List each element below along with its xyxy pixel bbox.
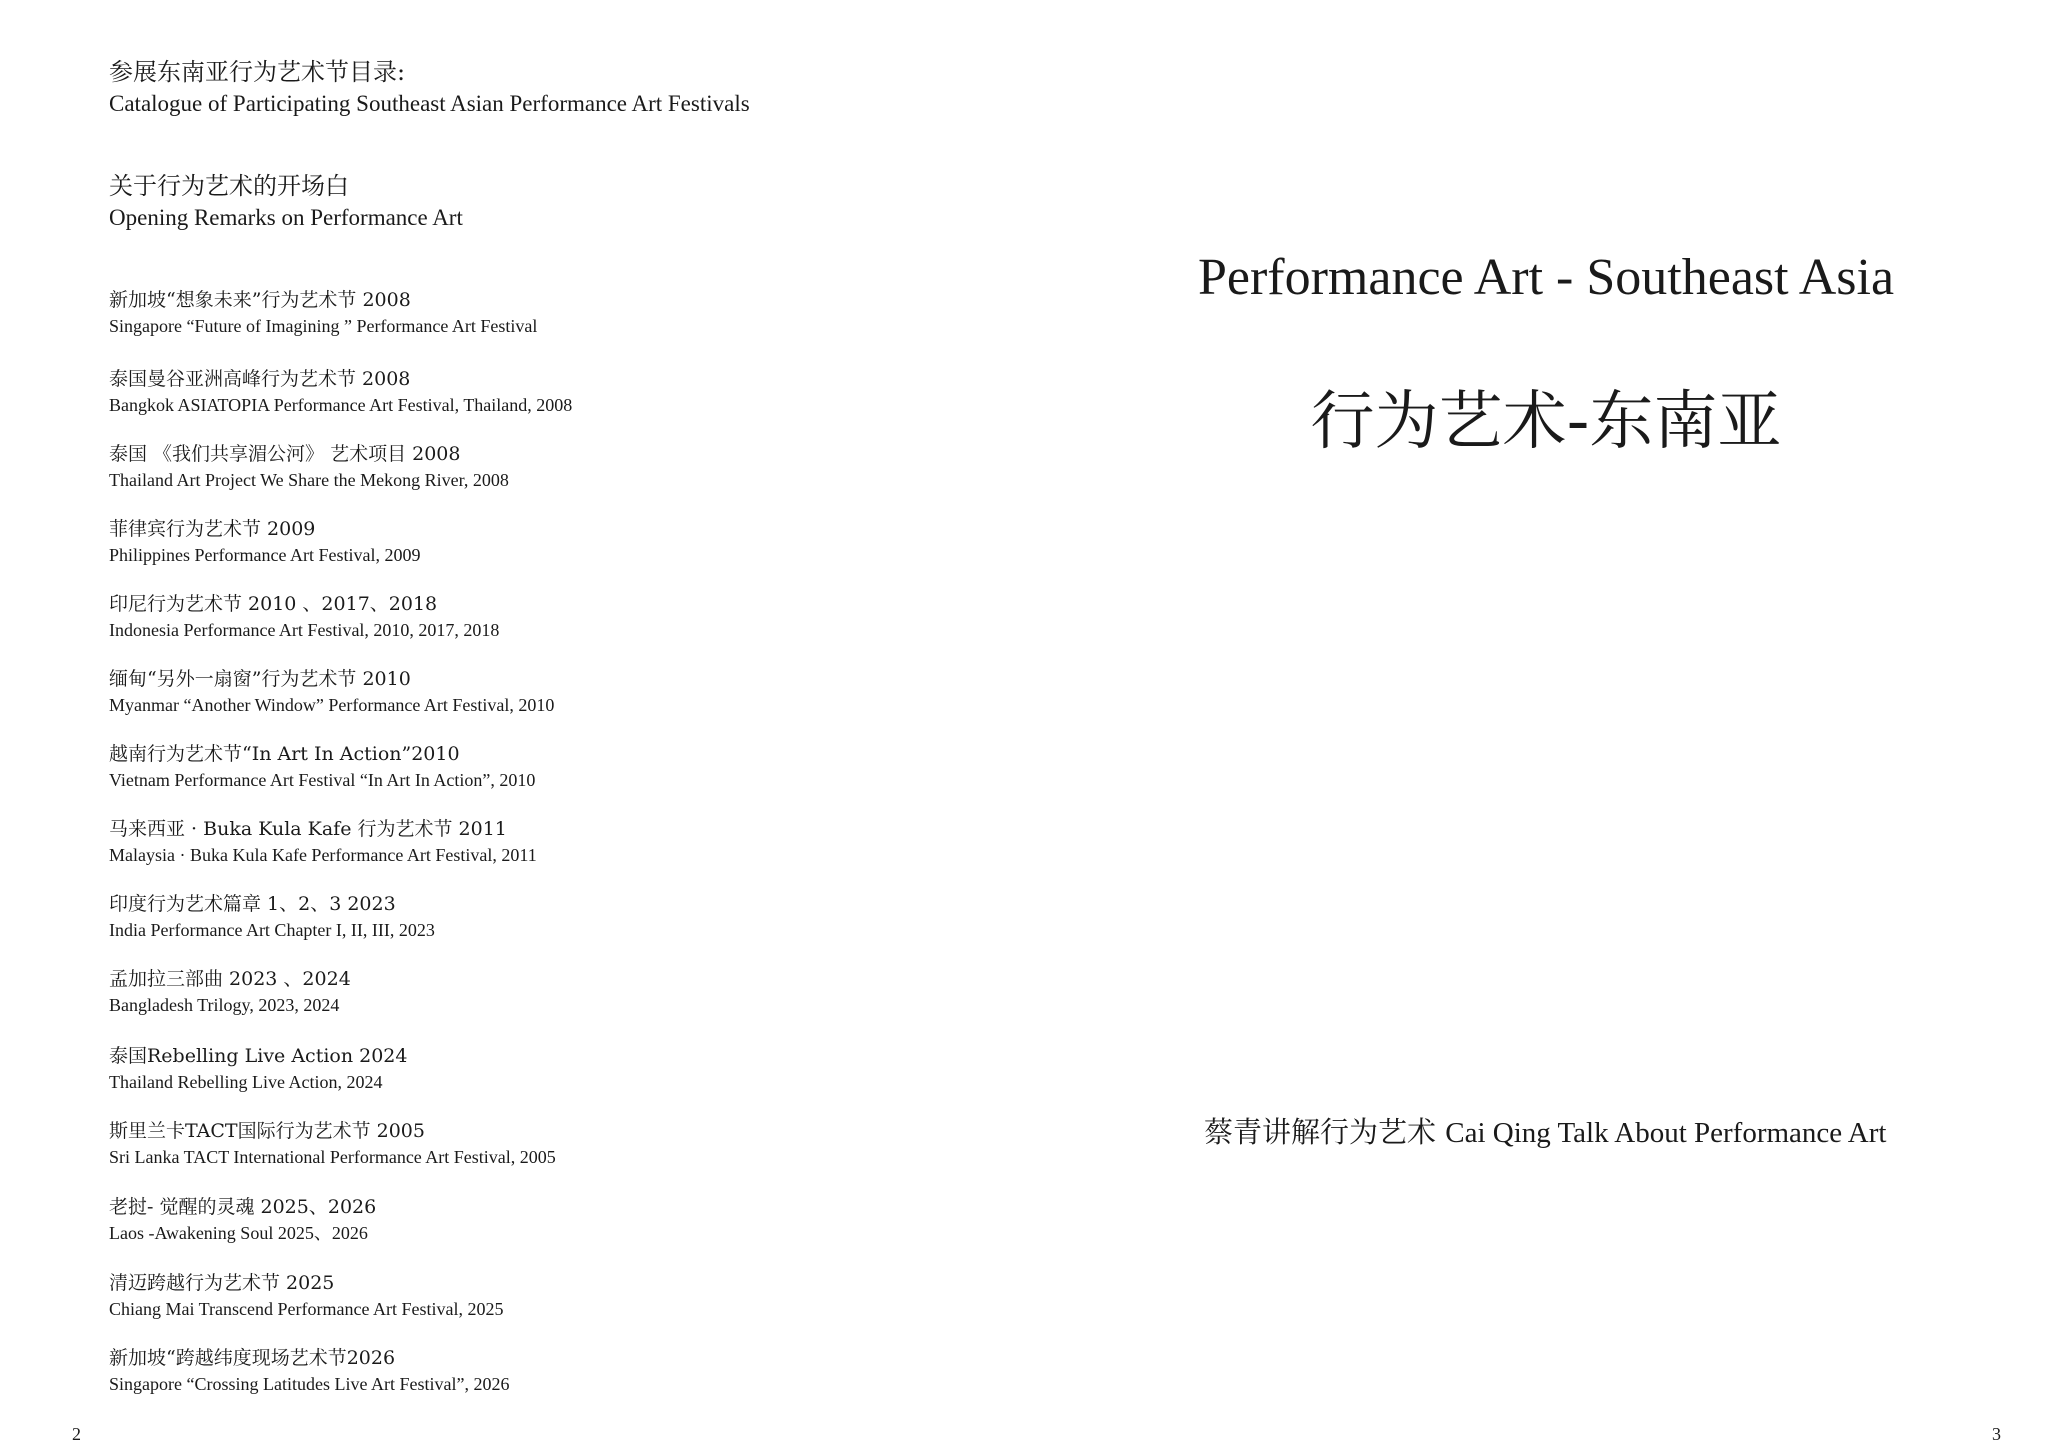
festival-entry [109,741,535,793]
festival-entry [109,516,420,568]
catalogue-header-zh: 参展东南亚行为艺术节目录: [109,58,406,86]
catalogue-header-en: Catalogue of Participating Southeast Asian Performance Art Festivals [109,91,750,116]
festival-entry-zh: 缅甸“另外一扇窗”行为艺术节 2010 [109,668,411,690]
festival-entry [109,366,572,418]
festival-entry [109,287,537,339]
festival-entry-en: Indonesia Performance Art Festival, 2010, 2017, 2018 [109,620,500,640]
right-page [1024,0,2048,1449]
festival-entry-en: India Performance Art Chapter I, II, III, 2023 [109,920,435,940]
festival-entry-zh: 越南行为艺术节“In Art In Action”2010 [109,743,460,765]
festival-entry-en: Sri Lanka TACT International Performance Art Festival, 2005 [109,1147,556,1167]
festival-entry [109,1043,407,1095]
festival-entry-en: Thailand Art Project We Share the Mekong River, 2008 [109,470,509,490]
festival-entry-zh: 新加坡“跨越纬度现场艺术节2026 [109,1347,396,1369]
title-english: Performance Art - Southeast Asia [1197,249,1895,306]
festival-entry-zh: 孟加拉三部曲 2023 、2024 [109,968,351,990]
festival-entry-en: Myanmar “Another Window” Performance Art Festival, 2010 [109,695,555,715]
opening-remarks-en: Opening Remarks on Performance Art [109,205,463,230]
festival-entry [109,966,351,1018]
opening-remarks-zh: 关于行为艺术的开场白 [109,172,349,200]
opening-remarks [109,170,463,234]
festival-entry-zh: 新加坡“想象未来”行为艺术节 2008 [109,289,411,311]
festival-entry-en: Laos -Awakening Soul 2025、2026 [109,1223,368,1243]
festival-entry-en: Bangladesh Trilogy, 2023, 2024 [109,995,340,1015]
festival-entry-zh: 菲律宾行为艺术节 2009 [109,518,316,540]
festival-entry [109,1345,509,1397]
festival-entry-zh: 清迈跨越行为艺术节 2025 [109,1272,335,1294]
festival-entry-zh: 老挝- 觉醒的灵魂 2025、2026 [109,1196,377,1218]
festival-entry-en: Malaysia · Buka Kula Kafe Performance Art Festival, 2011 [109,845,537,865]
festival-entry-zh: 印尼行为艺术节 2010 、2017、2018 [109,593,438,615]
talk-caption-en: Cai Qing Talk About Performance Art [1445,1117,1887,1149]
festival-entry [109,891,435,943]
festival-entry-en: Bangkok ASIATOPIA Performance Art Festival, Thailand, 2008 [109,395,573,415]
talk-caption-zh: 蔡青讲解行为艺术 [1204,1115,1437,1149]
festival-entry-en: Thailand Rebelling Live Action, 2024 [109,1072,383,1092]
title-chinese: 行为艺术-东南亚 [1310,385,1782,459]
festival-entry [109,816,537,868]
catalogue-header [109,56,750,120]
festival-entry-zh: 泰国Rebelling Live Action 2024 [109,1045,408,1067]
festival-entry-en: Vietnam Performance Art Festival “In Art In Action”, 2010 [109,770,536,790]
festival-entry-zh: 斯里兰卡TACT国际行为艺术节 2005 [109,1120,425,1142]
festival-entry [109,666,554,718]
festival-entry-zh: 泰国 《我们共享湄公河》 艺术项目 2008 [109,443,461,465]
festival-entry-zh: 马来西亚 · Buka Kula Kafe 行为艺术节 2011 [109,818,507,840]
festival-entry-zh: 印度行为艺术篇章 1、2、3 2023 [109,893,396,915]
festival-entry [109,1270,503,1322]
festival-entry-en: Chiang Mai Transcend Performance Art Festival, 2025 [109,1299,504,1319]
festival-entry-en: Singapore “Crossing Latitudes Live Art Festival”, 2026 [109,1374,510,1394]
festival-entry-zh: 泰国曼谷亚洲高峰行为艺术节 2008 [109,368,411,390]
page-number-left: 2 [72,1424,81,1444]
festival-entry [109,591,499,643]
talk-caption [1204,1112,1886,1153]
festival-entry-en: Philippines Performance Art Festival, 2009 [109,545,421,565]
festival-entry [109,441,509,493]
festival-entry [109,1194,376,1246]
page-number-right: 3 [1992,1424,2001,1444]
festival-entry-en: Singapore “Future of Imagining ” Performance Art Festival [109,316,538,336]
festival-entry [109,1118,556,1170]
